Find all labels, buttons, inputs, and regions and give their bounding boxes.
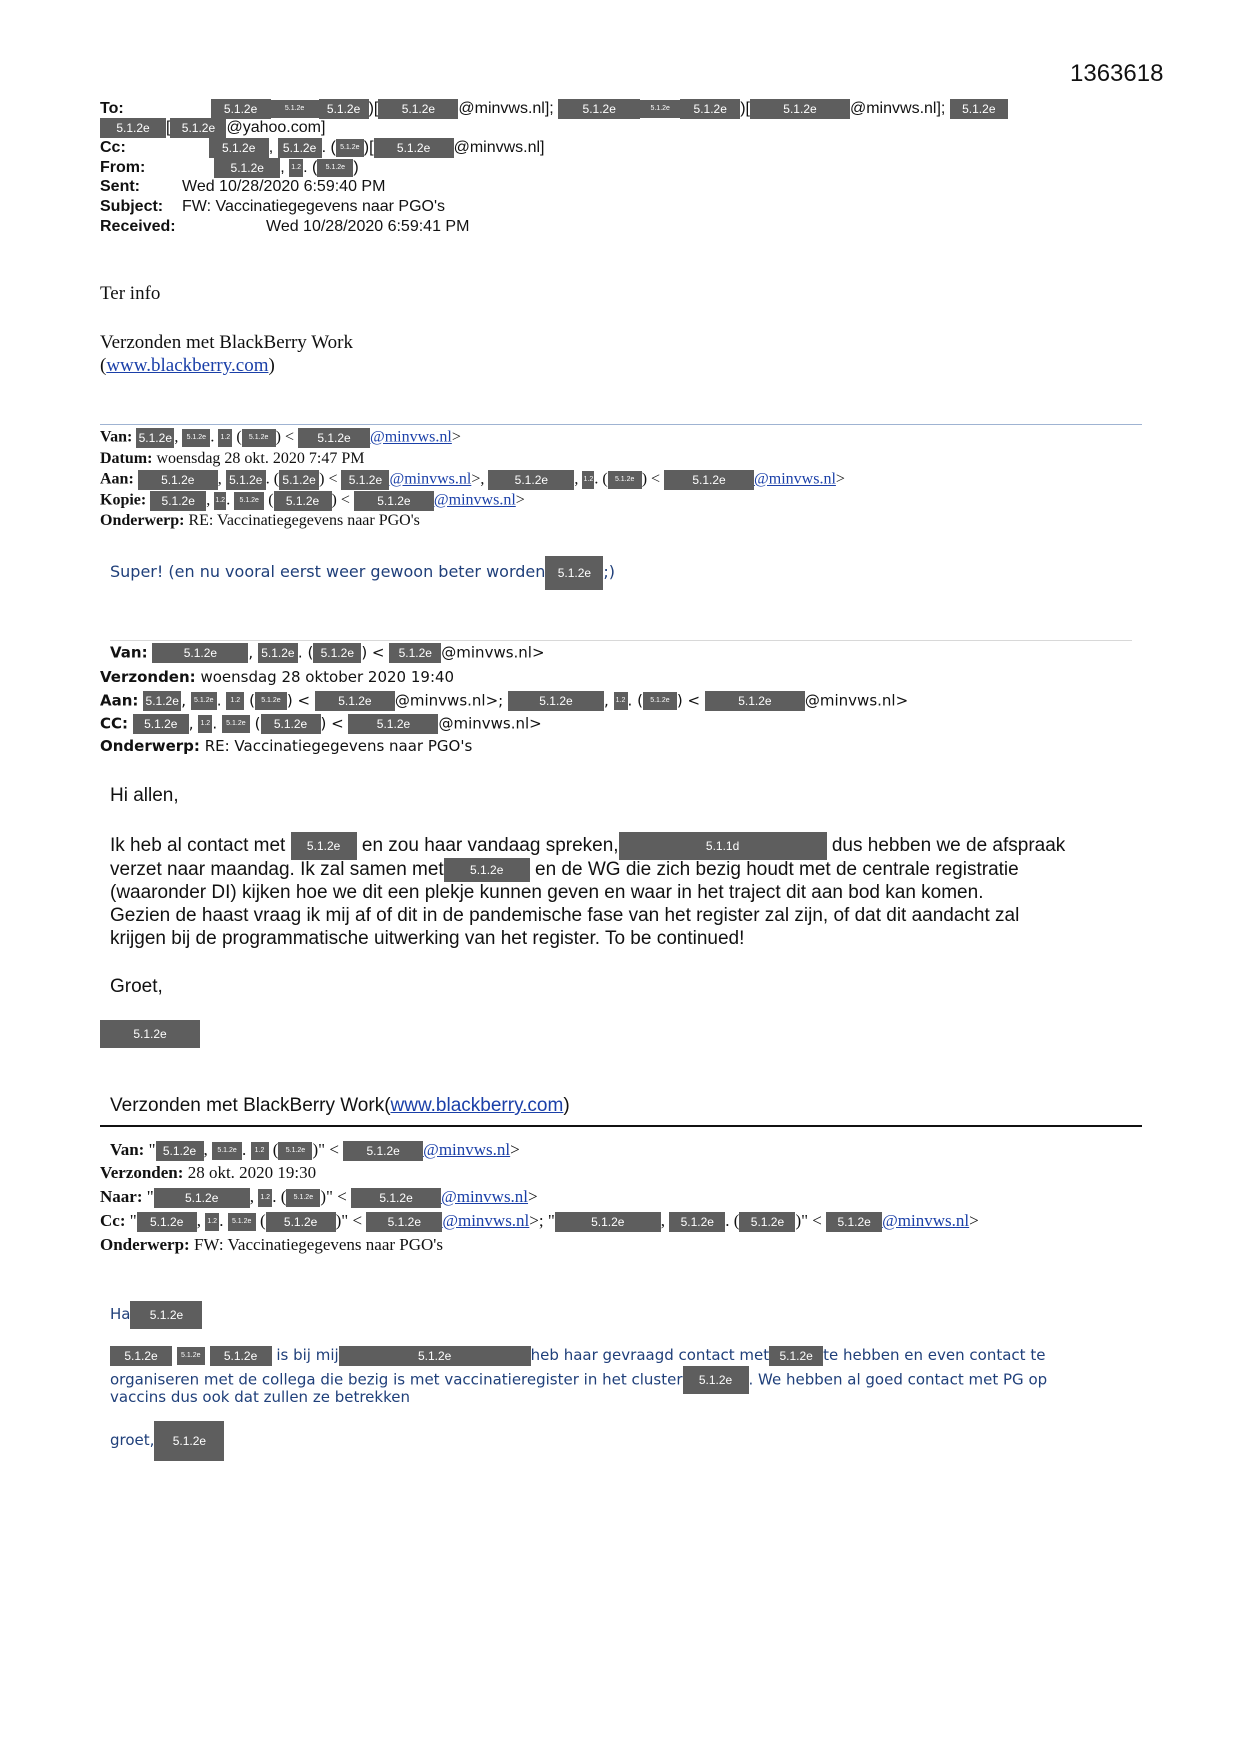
onderwerp-value: RE: Vaccinatiegegevens naar PGO's [188,512,420,529]
redaction: 1.2 [582,471,594,489]
van-label: Van: [110,643,148,662]
redaction: 1.2 [205,1213,219,1231]
redaction: 5.1.2e [156,1141,204,1161]
aan-email-2[interactable]: @minvws.nl [754,470,836,488]
redaction: 5.1.2e [210,1346,272,1366]
redaction: 5.1.1d [619,832,827,860]
redaction: 5.1.2e [137,1212,197,1232]
redaction: 5.1.2e [366,1212,442,1232]
redaction: 5.1.2e [136,428,174,448]
text: verzet naar maandag. Ik zal samen met [110,859,444,881]
verzonden-value: woensdag 28 oktober 2020 19:40 [200,668,455,686]
redaction: 5.1.2e [138,470,218,490]
to-label: To: [100,100,124,118]
redaction: 5.1.2e [255,692,287,710]
redaction: 1.2 [218,429,232,447]
header-sent-line [100,178,385,196]
to-email-1: @minvws.nl]; [458,100,554,118]
redaction: 5.1.2e [234,492,264,510]
onderwerp-label: Onderwerp: [100,1235,190,1254]
msg1-aan: Aan: 5.1.2e , 5.1.2e . ( 5.1.2e ) < 5.1.2e @minvws.nl>, 5.1.2e , 1.2. ( 5.1.2e ) < 5.1.2e @minvws.nl> [100,470,845,490]
from-label: From: [100,159,146,177]
redaction: 5.1.2e [374,138,454,158]
naar-email[interactable]: @minvws.nl [441,1187,529,1206]
redaction: 5.1.2e [271,100,319,118]
aan-label: Aan: [100,470,134,488]
redaction: 5.1.2e [608,471,642,489]
signature-link-line: (www.blackberry.com) [100,355,275,376]
text: ) [563,1095,570,1116]
text: dus hebben we de afspraak [831,835,1066,857]
text: is bij mij [276,1346,339,1364]
redaction: 5.1.2e [705,691,805,711]
redaction: 5.1.2e [242,429,276,447]
redaction: 5.1.2e [950,99,1008,119]
msg2-aan: Aan: 5.1.2e , 5.1.2e . 1.2 ( 5.1.2e ) < 5.1.2e @minvws.nl>; 5.1.2e , 1.2 . ( 5.1.2e ) < 5.1.2e @minvws.nl> [100,691,909,710]
text: en zou haar vandaag spreken, [361,835,619,857]
msg3-naar: Naar: " 5.1.2e , 1.2 . ( 5.1.2e )" < 5.1.2e @minvws.nl> [100,1187,538,1208]
onderwerp-label: Onderwerp: [100,512,185,529]
redaction: 1.2 [198,715,212,733]
text: Ha [110,1305,131,1323]
header-received-line [100,218,469,236]
redaction: 5.1.2e [150,491,206,511]
redaction: 5.1.2e [669,1212,725,1232]
text: en de WG die zich bezig houdt met de centrale registratie [535,859,1019,881]
cc-email-1[interactable]: @minvws.nl [442,1211,530,1230]
msg3-onderwerp [100,1235,443,1255]
blackberry-link[interactable]: www.blackberry.com [106,355,269,376]
redaction: 5.1.2e [319,99,369,119]
text: Verzonden met BlackBerry Work( [110,1095,391,1116]
redaction: 5.1.2e [177,1347,205,1365]
received-value: Wed 10/28/2020 6:59:41 PM [266,218,470,235]
redaction: 5.1.2e [555,1212,661,1232]
redaction: 5.1.2e [274,491,332,511]
redaction: 5.1.2e [154,1421,224,1461]
sent-label: Sent: [100,178,140,195]
divider [100,1125,1142,1127]
divider [110,640,1132,641]
msg1-onderwerp [100,512,420,530]
to-email-2: @minvws.nl]; [849,100,946,118]
redaction: 5.1.2e [154,1188,250,1208]
redaction: 5.1.2e [378,99,458,119]
ter-info: Ter info [100,283,161,304]
onderwerp-label: Onderwerp: [100,737,200,755]
text: . We hebben al goed contact met PG op [748,1370,1048,1389]
redaction: 5.1.2e [182,429,210,447]
redaction: 5.1.2e [826,1212,882,1232]
redaction: 5.1.2e [143,691,181,711]
redaction: 5.1.2e [488,470,574,490]
redaction: 1.2 [214,492,226,510]
cc-label: CC: [100,714,129,733]
header-cc-line: Cc: 5.1.2e , 5.1.2e . ( 5.1.2e )[ 5.1.2e @minvws.nl] [100,139,545,157]
cc-label: Cc: [100,139,126,157]
msg2-signature-name [100,1020,200,1048]
text: Ik heb al contact met [110,835,286,857]
subject-value: FW: Vaccinatiegegevens naar PGO's [182,198,446,215]
redaction: 5.1.2e [683,1366,749,1394]
msg3-van: Van: " 5.1.2e , 5.1.2e . 1.2 ( 5.1.2e )" < 5.1.2e @minvws.nl> [110,1140,520,1161]
cc-email-2[interactable]: @minvws.nl [882,1211,970,1230]
redaction: 5.1.2e [769,1346,823,1366]
blackberry-link[interactable]: www.blackberry.com [390,1095,564,1116]
msg1-van: Van: 5.1.2e , 5.1.2e . 1.2 ( 5.1.2e ) < 5.1.2e @minvws.nl> [100,428,461,448]
msg2-greeting: Hi allen, [110,785,179,806]
van-email[interactable]: @minvws.nl [370,428,452,446]
redaction: 5.1.2e [315,691,395,711]
redaction: 5.1.2e [558,99,640,119]
redaction: 5.1.2e [341,470,389,490]
sent-value: Wed 10/28/2020 6:59:40 PM [182,178,386,195]
redaction: 5.1.2e [339,1346,531,1366]
msg2-groet: Groet, [110,976,163,997]
redaction: 5.1.2e [266,1212,336,1232]
header-subject-line [100,198,445,216]
redaction: 5.1.2e [343,1141,423,1161]
redaction: 5.1.2e [389,643,441,663]
verzonden-label: Verzonden: [100,668,196,686]
redaction: 5.1.2e [228,1213,256,1231]
msg2-para-line-4: Gezien de haast vraag ik mij af of dit in de pandemische fase van het register zal zijn, of dat dit aandacht zal [110,905,1020,926]
msg3-ha [110,1300,202,1329]
msg2-para-line-1 [110,832,1065,860]
redaction: 5.1.2e [664,470,754,490]
msg3-cc: Cc: " 5.1.2e , 1.2 . 5.1.2e ( 5.1.2e )" < 5.1.2e @minvws.nl>; " 5.1.2e , 5.1.2e . ( 5.1.2e )" < 5.1.2e @minvws.nl> [100,1211,979,1232]
redaction: 5.1.2e [286,1189,320,1207]
redaction: 5.1.2e [336,139,364,157]
aan-email-2: @minvws.nl> [804,691,909,710]
redaction: 5.1.2e [209,138,269,158]
msg3-groet [110,1420,224,1461]
msg2-para-line-3: (waaronder DI) kijken hoe we dit een plekje kunnen geven en waar in het traject dit aan bod kan komen. [110,882,984,903]
signature-line: Verzonden met BlackBerry Work [100,332,353,353]
aan-label: Aan: [100,691,139,710]
redaction: 1.2 [289,159,303,177]
verzonden-value: 28 okt. 2020 19:30 [187,1163,317,1182]
redaction: 5.1.2e [152,643,248,663]
redaction: 1.2 [226,692,244,710]
redaction: 5.1.2e [750,99,850,119]
redaction: 5.1.2e [348,714,438,734]
msg2-para-line-2 [110,858,1019,882]
msg2-cc: CC: 5.1.2e , 1.2 . 5.1.2e ( 5.1.2e ) < 5.1.2e @minvws.nl> [100,714,542,733]
msg3-verzonden [100,1163,316,1183]
redaction: 5.1.2e [508,691,604,711]
datum-value: woensdag 28 okt. 2020 7:47 PM [156,450,365,467]
redaction: 5.1.2e [354,491,434,511]
redaction: 5.1.2e [261,714,321,734]
msg2-onderwerp [100,737,472,755]
msg2-signature [110,1095,570,1117]
redaction: 5.1.2e [680,99,740,119]
redaction: 5.1.2e [298,428,370,448]
aan-email-1: @minvws.nl>; [394,691,504,710]
redaction: 5.1.2e [130,1301,202,1329]
redaction: 5.1.2e [110,1346,172,1366]
received-label: Received: [100,218,176,235]
van-email: @minvws.nl> [441,643,545,662]
redaction: 5.1.2e [351,1188,441,1208]
msg3-line-1 [110,1344,1045,1366]
kopie-email[interactable]: @minvws.nl [433,491,516,509]
text: groet, [110,1431,155,1449]
naar-label: Naar: [100,1187,143,1206]
to-yahoo: @yahoo.com] [226,119,326,137]
redaction: 5.1.2e [291,832,357,860]
redaction: 5.1.2e [191,692,217,710]
redaction: 5.1.2e [313,643,361,663]
cc-email: @minvws.nl] [453,139,545,157]
redaction: 1.2 [251,1142,269,1160]
header-to-line: To: 5.1.2e 5.1.2e 5.1.2e )[ 5.1.2e @minvws.nl]; 5.1.2e 5.1.2e 5.1.2e )[ 5.1.2e @minvws.nl]; 5.1.2e [100,99,1008,119]
msg1-body-text: Super! (en nu vooral eerst weer gewoon beter worden [110,562,546,581]
van-label: Van: [100,428,133,446]
header-to-line-2: 5.1.2e [ 5.1.2e @yahoo.com] [100,118,325,138]
msg1-datum [100,450,364,468]
msg3-line-3: vaccins dus ook dat zullen ze betrekken [110,1388,410,1406]
msg1-body [110,555,615,590]
redaction: 5.1.2e [226,470,266,490]
redaction: 5.1.2e [170,118,226,138]
redaction: 5.1.2e [100,1020,200,1048]
msg2-para-line-5: krijgen bij de programmatische uitwerking van het register. To be continued! [110,928,745,949]
redaction: 5.1.2e [133,714,189,734]
kopie-label: Kopie: [100,491,147,509]
text: organiseren met de collega die bezig is met vaccinatieregister in het cluster [110,1370,683,1389]
text: heb haar gevraagd contact met [530,1346,770,1364]
van-label: Van: [110,1140,145,1159]
text: te hebben en even contact te [823,1346,1046,1364]
redaction: 5.1.2e [278,1142,312,1160]
subject-label: Subject: [100,198,164,215]
datum-label: Datum: [100,450,153,467]
redaction: 5.1.2e [317,159,353,177]
redaction: 5.1.2e [258,643,298,663]
redaction: 5.1.2e [444,858,530,882]
verzonden-label: Verzonden: [100,1163,184,1182]
redaction: 5.1.2e [279,470,319,490]
redaction: 5.1.2e [214,158,280,178]
onderwerp-value: FW: Vaccinatiegegevens naar PGO's [193,1235,443,1254]
redaction: 5.1.2e [222,715,250,733]
cc-label: Cc: [100,1211,126,1230]
onderwerp-value: RE: Vaccinatiegegevens naar PGO's [204,737,473,755]
msg2-van: Van: 5.1.2e , 5.1.2e . ( 5.1.2e ) < 5.1.2e @minvws.nl> [110,643,545,662]
header-from-line: From: 5.1.2e , 1.2 . ( 5.1.2e ) [100,159,359,177]
cc-email: @minvws.nl> [438,714,542,733]
redaction: 5.1.2e [545,556,603,590]
aan-email-1[interactable]: @minvws.nl [389,470,472,488]
divider [100,424,1142,425]
redaction: 5.1.2e [212,1142,242,1160]
msg1-kopie: Kopie: 5.1.2e , 1.2. 5.1.2e ( 5.1.2e ) < 5.1.2e @minvws.nl> [100,491,525,511]
redaction: 1.2 [614,692,628,710]
redaction: 5.1.2e [739,1212,795,1232]
redaction: 5.1.2e [640,100,680,118]
redaction: 5.1.2e [278,138,322,158]
document-number: 1363618 [1070,60,1164,87]
msg1-body-end: ;) [603,562,616,581]
redaction: 1.2 [258,1189,272,1207]
redaction: 5.1.2e [643,692,677,710]
redaction: 5.1.2e [100,118,166,138]
msg2-verzonden [100,668,454,686]
van-email[interactable]: @minvws.nl [423,1140,511,1159]
redaction: 5.1.2e [211,99,271,119]
